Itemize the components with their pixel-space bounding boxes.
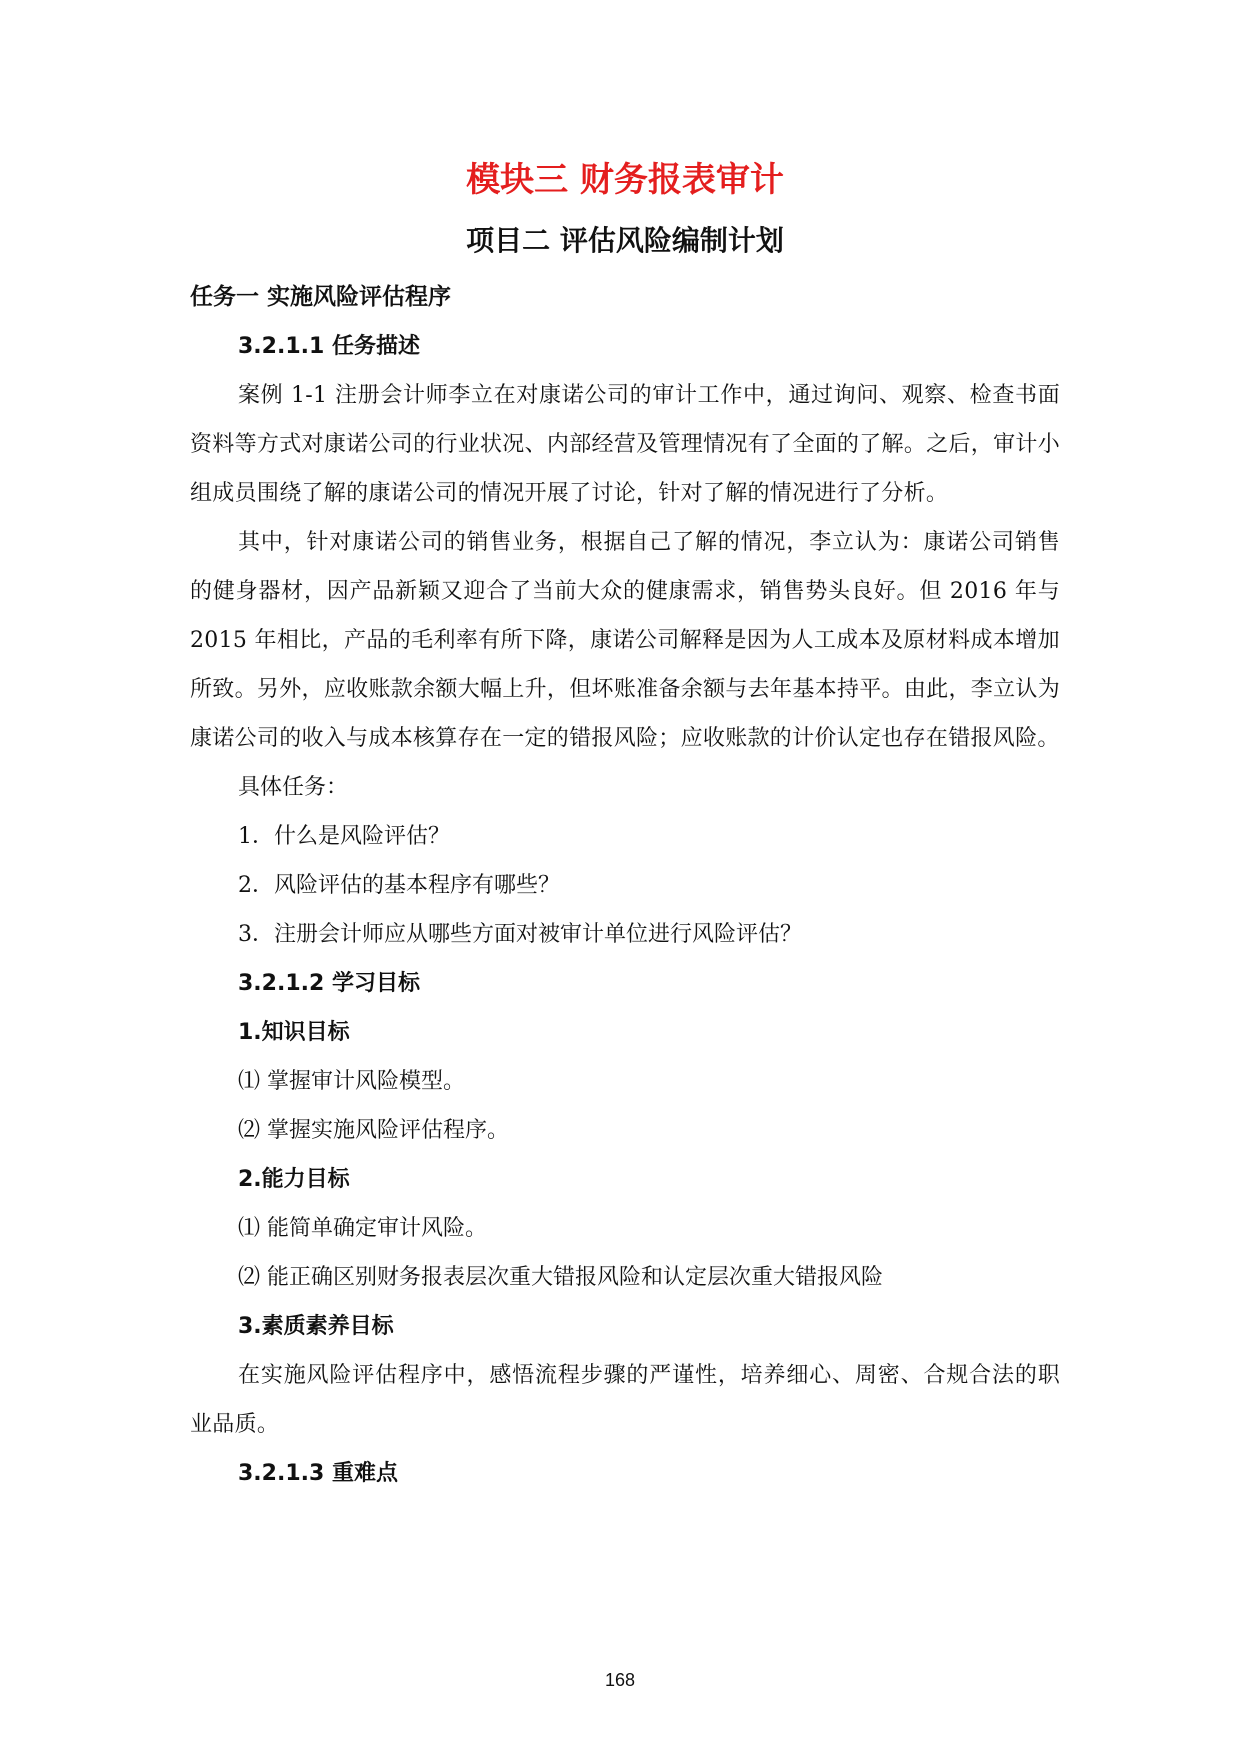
task-title: 任务一 实施风险评估程序	[190, 284, 452, 310]
goal-item: ⑴ 能简单确定审计风险。	[238, 1216, 487, 1241]
goal-item: ⑵ 掌握实施风险评估程序。	[238, 1118, 509, 1143]
page-number: 168	[604, 1670, 636, 1690]
ability-goals-heading: 2.能力目标	[238, 1167, 350, 1192]
page-content	[190, 150, 1060, 1498]
goal-item: ⑵ 能正确区别财务报表层次重大错报风险和认定层次重大错报风险	[238, 1265, 883, 1290]
quality-goals-heading: 3.素质素养目标	[238, 1314, 394, 1339]
knowledge-goals-heading: 1.知识目标	[238, 1020, 350, 1045]
tasks-label: 具体任务：	[238, 775, 349, 800]
question-item: 1．什么是风险评估？	[238, 824, 450, 849]
quality-goals-paragraph: 在实施风险评估程序中，感悟流程步骤的严谨性，培养细心、周密、合规合法的职业品质。	[190, 1363, 1060, 1437]
module-title: 模块三 财务报表审计	[466, 160, 784, 200]
analysis-paragraph: 其中，针对康诺公司的销售业务，根据自己了解的情况，李立认为：康诺公司销售的健身器材，因产品新颖又迎合了当前大众的健康需求，销售势头良好。但 2016 年与 2015 年相比，产品的毛利率有所下降，康诺公司解释是因为人工成本及原材料成本增加所致。另外，应收账款余额大幅上升，但坏账准备余额与去年基本持平。由此，李立认为康诺公司的收入与成本核算存在一定的错报风险；应收账款的计价认定也存在错报风险。	[190, 530, 1060, 751]
section-heading-learning-goals: 3.2.1.2 学习目标	[238, 971, 420, 996]
section-heading-task-description: 3.2.1.1 任务描述	[238, 334, 420, 359]
section-heading-key-points: 3.2.1.3 重难点	[238, 1461, 398, 1486]
question-item: 3．注册会计师应从哪些方面对被审计单位进行风险评估？	[238, 922, 802, 947]
project-title: 项目二 评估风险编制计划	[466, 224, 784, 257]
goal-item: ⑴ 掌握审计风险模型。	[238, 1069, 465, 1094]
question-item: 2．风险评估的基本程序有哪些？	[238, 873, 560, 898]
case-paragraph: 案例 1-1 注册会计师李立在对康诺公司的审计工作中，通过询问、观察、检查书面资料等方式对康诺公司的行业状况、内部经营及管理情况有了全面的了解。之后，审计小组成员围绕了解的康诺公司的情况开展了讨论，针对了解的情况进行了分析。	[190, 383, 1060, 506]
